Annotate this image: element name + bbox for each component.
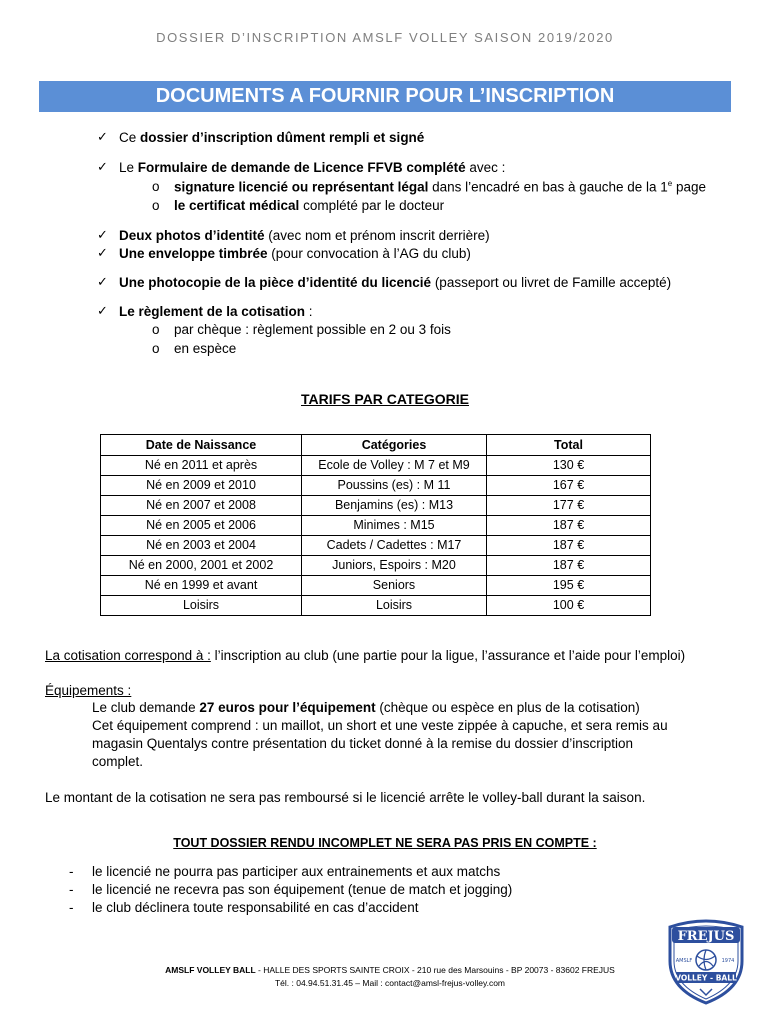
list-item: le club déclinera toute responsabilité en cas d’accident [92,900,419,915]
cell-total: 187 € [487,516,651,536]
check-icon: ✓ [97,274,108,289]
checklist-subitem-certificat: le certificat médical complété par le docteur [174,198,445,213]
table-row [101,496,651,516]
checklist-item-reglement: Le règlement de la cotisation : [119,304,313,319]
column-header: Total [487,435,651,456]
logo-left-text: AMSLF [675,958,693,964]
table-row [101,596,651,616]
check-icon: ✓ [97,227,108,242]
cell-naissance: Né en 2011 et après [101,456,302,476]
cell-categorie: Benjamins (es) : M13 [302,496,487,516]
cell-total: 130 € [487,456,651,476]
bullet-marker: o [152,322,160,337]
club-logo-icon [666,917,746,1005]
cell-naissance: Né en 2000, 2001 et 2002 [101,556,302,576]
bullet-marker: o [152,198,160,213]
dash-bullet: - [69,882,74,897]
cell-naissance: Loisirs [101,596,302,616]
cell-categorie: Juniors, Espoirs : M20 [302,556,487,576]
equipements-line: complet. [92,754,144,769]
table-row [101,556,651,576]
check-icon: ✓ [97,129,108,144]
cell-categorie: Minimes : M15 [302,516,487,536]
dash-bullet: - [69,900,74,915]
logo-top-text: FREJUS [677,929,735,944]
table-row [101,516,651,536]
logo-right-text: 1974 [721,958,735,964]
cell-categorie: Loisirs [302,596,487,616]
table-row [101,476,651,496]
list-item: le licencié ne recevra pas son équipement (tenue de match et jogging) [92,882,513,897]
footer-address: AMSLF VOLLEY BALL - HALLE DES SPORTS SAINTE CROIX - 210 rue des Marsouins - BP 20073 - 83602 FREJUS [165,965,615,975]
checklist-subitem-cheque: par chèque : règlement possible en 2 ou 3 fois [174,322,451,337]
bullet-marker: o [152,341,160,356]
tarifs-title: TARIFS PAR CATEGORIE [301,391,469,407]
cell-total: 195 € [487,576,651,596]
checklist-item-enveloppe: Une enveloppe timbrée (pour convocation à l’AG du club) [119,246,471,261]
cotisation-paragraph: La cotisation correspond à : l’inscription au club (une partie pour la ligue, l’assurance et l’aide pour l’emploi) [45,648,686,663]
equipements-line: magasin Quentalys contre présentation du ticket donné à la remise du dossier d’inscription [92,736,634,751]
cell-total: 100 € [487,596,651,616]
dash-bullet: - [69,864,74,879]
incomplet-title: TOUT DOSSIER RENDU INCOMPLET NE SERA PAS PRIS EN COMPTE : [173,836,597,850]
checklist-item-identite: Une photocopie de la pièce d’identité du licencié (passeport ou livret de Famille accepté) [119,275,672,290]
cell-naissance: Né en 1999 et avant [101,576,302,596]
cell-naissance: Né en 2007 et 2008 [101,496,302,516]
cell-categorie: Cadets / Cadettes : M17 [302,536,487,556]
cell-naissance: Né en 2009 et 2010 [101,476,302,496]
cell-categorie: Seniors [302,576,487,596]
tarifs-table-body [101,456,651,616]
equipements-label: Équipements : [45,683,132,698]
checklist-subitem-espece: en espèce [174,341,237,356]
tarifs-table [100,434,651,616]
equipements-line: Cet équipement comprend : un maillot, un short et une veste zippée à capuche, et sera remis au [92,718,668,733]
check-icon: ✓ [97,303,108,318]
section-banner: DOCUMENTS A FOURNIR POUR L’INSCRIPTION [39,81,731,112]
cell-naissance: Né en 2003 et 2004 [101,536,302,556]
cell-categorie: Ecole de Volley : M 7 et M9 [302,456,487,476]
check-icon: ✓ [97,159,108,174]
logo-bottom-text: VOLLEY - BALL [675,973,737,983]
table-header-row [101,435,651,456]
cell-categorie: Poussins (es) : M 11 [302,476,487,496]
table-row [101,456,651,476]
list-item: le licencié ne pourra pas participer aux entrainements et aux matchs [92,864,501,879]
checklist-item-formulaire: Le Formulaire de demande de Licence FFVB complété avec : [119,160,506,175]
document-header: DOSSIER D’INSCRIPTION AMSLF VOLLEY SAISON 2019/2020 [156,30,614,45]
bullet-marker: o [152,179,160,194]
table-row [101,576,651,596]
remboursement-paragraph: Le montant de la cotisation ne sera pas remboursé si le licencié arrête le volley-ball durant la saison. [45,790,646,805]
cell-total: 187 € [487,536,651,556]
checklist-item-photos: Deux photos d’identité (avec nom et prénom inscrit derrière) [119,228,490,243]
column-header: Date de Naissance [101,435,302,456]
page-footer [100,964,680,990]
table-row [101,536,651,556]
footer-contact: Tél. : 04.94.51.31.45 – Mail : contact@amsl-frejus-volley.com [274,978,506,988]
checklist-item-dossier: Ce dossier d’inscription dûment rempli et signé [119,130,425,145]
checklist-subitem-signature: signature licencié ou représentant légal dans l’encadré en bas à gauche de la 1e page [174,179,707,195]
check-icon: ✓ [97,245,108,260]
cell-total: 187 € [487,556,651,576]
equipements-line: Le club demande 27 euros pour l’équipement (chèque ou espèce en plus de la cotisation) [92,700,640,715]
cell-total: 167 € [487,476,651,496]
column-header: Catégories [302,435,487,456]
cell-total: 177 € [487,496,651,516]
cell-naissance: Né en 2005 et 2006 [101,516,302,536]
